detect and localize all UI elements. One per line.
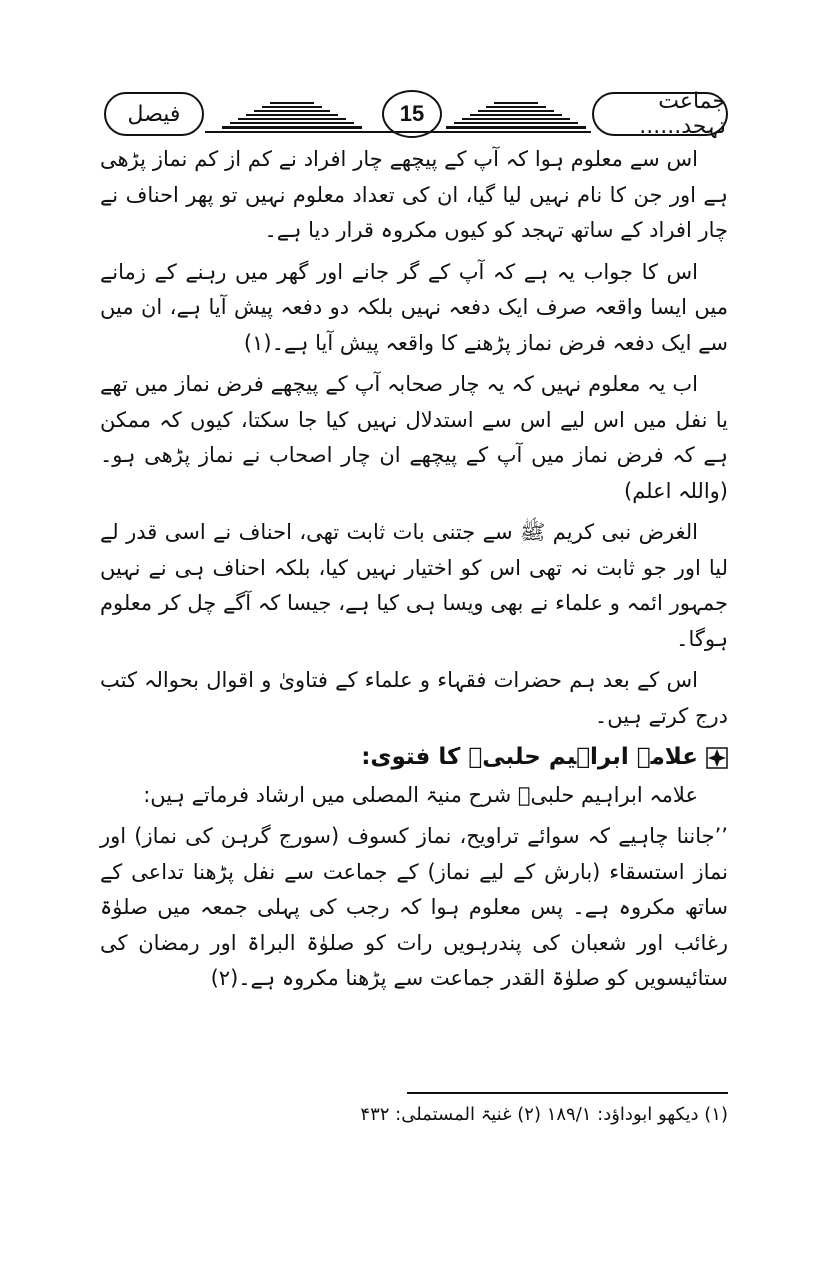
- header-divider: [205, 131, 591, 133]
- ornament-star-icon: [706, 747, 728, 769]
- chapter-label: فیصل: [127, 101, 181, 127]
- book-title-badge: [592, 89, 728, 139]
- page-body: [100, 142, 728, 1003]
- section-heading-text: علامہ ابراہیم حلبیؒ کا فتوی:: [361, 744, 698, 770]
- section-quote: ’’جاننا چاہیے کہ سوائے تراویح، نماز کسوف (سورج گرہن کی نماز) اور نماز استسقاء (بارش کے لیے نماز) کے جماعت سے نفل پڑھنا تداعی کے ساتھ مکروہ ہے۔ پس معلوم ہوا کہ رجب کی پہلی جمعہ میں صلوٰۃ رغائب اور شعبان کی پندرہویں رات کو صلوٰۃ البراۃ اور رمضان کی ستائیسویں کو صلوٰۃ القدر جماعت سے پڑھنا مکروہ ہے۔(۲): [100, 824, 728, 990]
- decorative-stack-left-icon: [222, 98, 362, 132]
- paragraph-2: اس کا جواب یہ ہے کہ آپ کے گر جانے اور گھر میں رہنے کے زمانے میں ایسا واقعہ صرف ایک دفعہ نہیں بلکہ دو دفعہ پیش آیا ہے، ان میں سے ایک دفعہ فرض نماز پڑھنے کا واقعہ پیش آیا ہے۔(۱): [100, 259, 728, 355]
- book-title: جماعت تہجد......: [639, 89, 726, 139]
- decorative-stack-right-icon: [446, 98, 586, 132]
- paragraph-3: اب یہ معلوم نہیں کہ یہ چار صحابہ آپ کے پیچھے فرض نماز میں تھے یا نفل میں اس لیے اس سے استدلال نہیں کیا جا سکتا، کیوں کہ ممکن ہے کہ فرض نماز میں آپ کے پیچھے ان چار اصحاب نے نماز پڑھی ہو۔(واللہ اعلم): [100, 372, 728, 503]
- section-heading: [100, 740, 728, 776]
- chapter-label-badge: [104, 92, 204, 136]
- footnote: (۱) دیکھو ابوداؤد: ۱۸۹/۱ (۲) غنیۃ المستملی: ۴۳۲: [360, 1104, 728, 1125]
- paragraph-5: اس کے بعد ہم حضرات فقہاء و علماء کے فتاویٰ و اقوال بحوالہ کتب درج کرتے ہیں۔: [100, 668, 728, 728]
- paragraph-1: اس سے معلوم ہوا کہ آپ کے پیچھے چار افراد نے کم از کم نماز پڑھی ہے اور جن کا نام نہیں لیا گیا، ان کی تعداد معلوم نہیں تو پھر احناف نے چار افراد کے ساتھ تہجد کو کیوں مکروہ قرار دیا ہے۔: [100, 147, 728, 242]
- page-number: 15: [399, 101, 425, 126]
- paragraph-4: الغرض نبی کریم ﷺ سے جتنی بات ثابت تھی، احناف نے اسی قدر لے لیا اور جو ثابت نہ تھی اس کو اختیار نہیں کیا، بلکہ احناف ہی نے نہیں جمہور ائمہ و علماء نے بھی ویسا ہی کیا ہے، جیسا کہ آگے چل کر معلوم ہوگا۔: [100, 520, 728, 651]
- section-intro: علامہ ابراہیم حلبیؒ شرح منیۃ المصلی میں ارشاد فرماتے ہیں:: [143, 782, 698, 807]
- footnote-divider: [407, 1092, 728, 1094]
